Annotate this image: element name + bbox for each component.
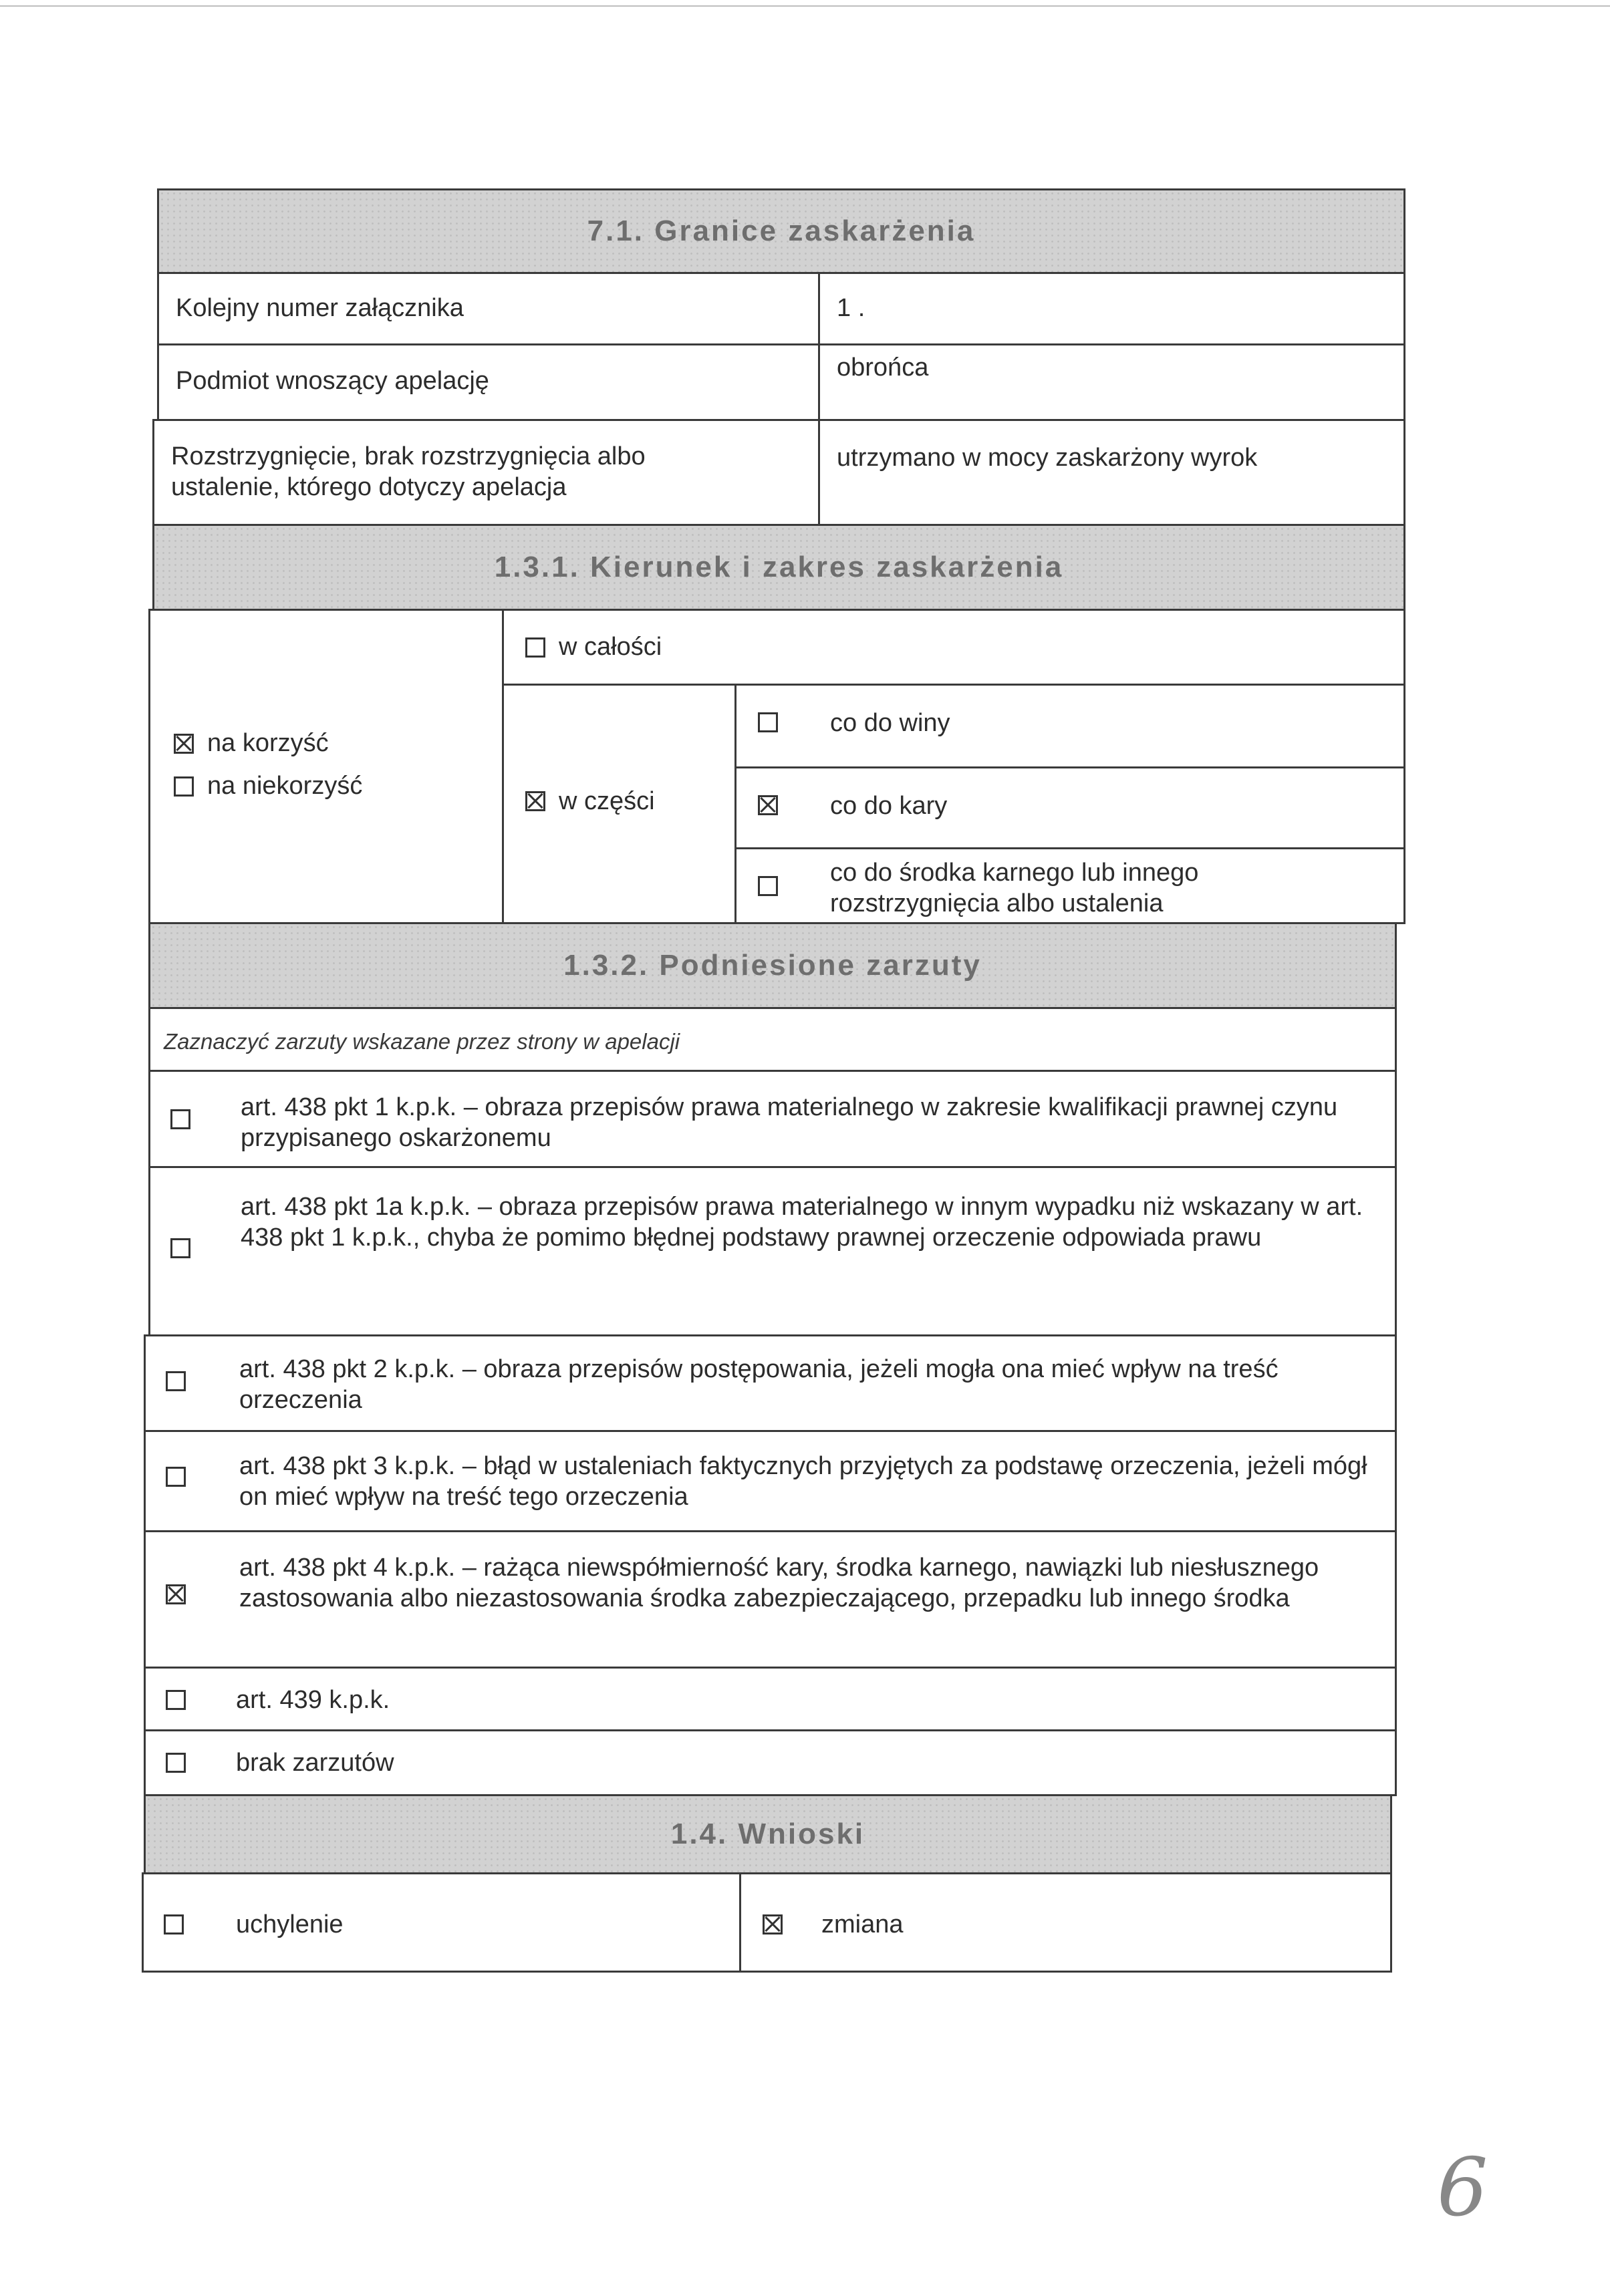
section-title-wnioski: 1.4. Wnioski: [670, 1818, 865, 1850]
objection-row: [144, 1729, 1397, 1796]
direction-cell: [148, 609, 504, 924]
attachment-number-value: 1 .: [837, 294, 865, 322]
section-header-zarzuty: [148, 922, 1397, 1009]
whole-label: w całości: [559, 633, 662, 661]
objection-text: art. 438 pkt 3 k.p.k. – błąd w ustaleniach faktycznych przyjętych za podstawę orzeczenia, jeżeli mógł on mieć wpływ na treść tego orzeczenia: [239, 1452, 1367, 1511]
appellant-value: obrońca: [837, 353, 929, 382]
instruction-cell: [148, 1007, 1397, 1072]
objection-checkbox[interactable]: [166, 1584, 186, 1604]
objection-text: art. 438 pkt 1a k.p.k. – obraza przepisów prawa materialnego w innym wypadku niż wskazany w art. 438 pkt 1 k.p.k., chyba że pomimo błędnej podstawy prawnej orzeczenie odpowiada prawu: [241, 1193, 1363, 1252]
change-label: zmiana: [821, 1910, 904, 1939]
decision-value: utrzymano w mocy zaskarżony wyrok: [837, 444, 1258, 472]
partial-label: w części: [559, 787, 655, 815]
reversal-label: uchylenie: [236, 1910, 344, 1939]
appellant-value-cell: [818, 343, 1405, 421]
measure-cell: [734, 847, 1405, 924]
partial-checkbox[interactable]: [525, 791, 545, 811]
reversal-cell: [142, 1872, 741, 1973]
objection-text: brak zarzutów: [236, 1749, 394, 1777]
partial-cell: [502, 684, 736, 924]
penalty-checkbox[interactable]: [758, 795, 778, 815]
objection-checkbox[interactable]: [170, 1109, 190, 1129]
objection-checkbox[interactable]: [166, 1371, 186, 1391]
objection-text: art. 438 pkt 1 k.p.k. – obraza przepisów prawa materialnego w zakresie kwalifikacji prawnej czynu przypisanego oskarżonemu: [241, 1093, 1338, 1152]
decision-value-cell: [818, 419, 1405, 526]
penalty-cell: [734, 766, 1405, 849]
attachment-number-value-cell: [818, 272, 1405, 345]
measure-label: co do środka karnego lub innego rozstrzygnięcia albo ustalenia: [830, 859, 1199, 917]
objection-checkbox[interactable]: [166, 1753, 186, 1773]
decision-label: Rozstrzygnięcie, brak rozstrzygnięcia albo ustalenie, którego dotyczy apelacja: [171, 442, 646, 501]
objection-text: art. 438 pkt 4 k.p.k. – rażąca niewspółmierność kary, środka karnego, nawiązki lub niesłusznego zastosowania albo niezastosowania środka zabezpieczającego, przepadku lub innego środka: [239, 1554, 1319, 1612]
appellant-label: Podmiot wnoszący apelację: [176, 367, 489, 395]
whole-checkbox[interactable]: [525, 637, 545, 658]
against-label: na niekorzyść: [207, 772, 363, 800]
instruction-text: Zaznaczyć zarzuty wskazane przez strony w apelacji: [164, 1029, 680, 1054]
against-checkbox[interactable]: [174, 776, 194, 797]
change-checkbox[interactable]: [763, 1914, 783, 1934]
page-number: 6: [1437, 2142, 1488, 2235]
section-header-kierunek: [152, 524, 1405, 611]
objection-text: art. 439 k.p.k.: [236, 1686, 390, 1714]
objection-row: [144, 1334, 1397, 1432]
change-cell: [739, 1872, 1392, 1973]
objection-row: [144, 1530, 1397, 1669]
measure-checkbox[interactable]: [758, 876, 778, 896]
section-header-wnioski: [144, 1794, 1392, 1874]
guilt-checkbox[interactable]: [758, 712, 778, 732]
whole-cell: [502, 609, 1405, 686]
objection-row: [144, 1667, 1397, 1731]
attachment-number-label: Kolejny numer załącznika: [176, 294, 464, 322]
reversal-checkbox[interactable]: [164, 1914, 184, 1934]
objection-row: [148, 1070, 1397, 1168]
penalty-label: co do kary: [830, 792, 948, 820]
objection-text: art. 438 pkt 2 k.p.k. – obraza przepisów postępowania, jeżeli mogła ona mieć wpływ na treść orzeczenia: [239, 1355, 1279, 1414]
in-favor-checkbox[interactable]: [174, 734, 194, 754]
section-title-kierunek: 1.3.1. Kierunek i zakres zaskarżenia: [494, 551, 1064, 583]
attachment-number-label-cell: [157, 272, 820, 345]
guilt-label: co do winy: [830, 709, 950, 737]
objection-checkbox[interactable]: [166, 1467, 186, 1487]
appellant-label-cell: [157, 343, 820, 421]
scan-edge-line: [0, 5, 1610, 7]
guilt-cell: [734, 684, 1405, 768]
section-header-granice: [157, 188, 1405, 274]
objection-row: [148, 1166, 1397, 1336]
section-title-granice: 7.1. Granice zaskarżenia: [587, 214, 976, 247]
objection-row: [144, 1430, 1397, 1532]
section-title-zarzuty: 1.3.2. Podniesione zarzuty: [563, 949, 982, 982]
objection-checkbox[interactable]: [170, 1238, 190, 1258]
decision-label-cell: [152, 419, 820, 526]
in-favor-label: na korzyść: [207, 729, 329, 757]
objection-checkbox[interactable]: [166, 1690, 186, 1710]
